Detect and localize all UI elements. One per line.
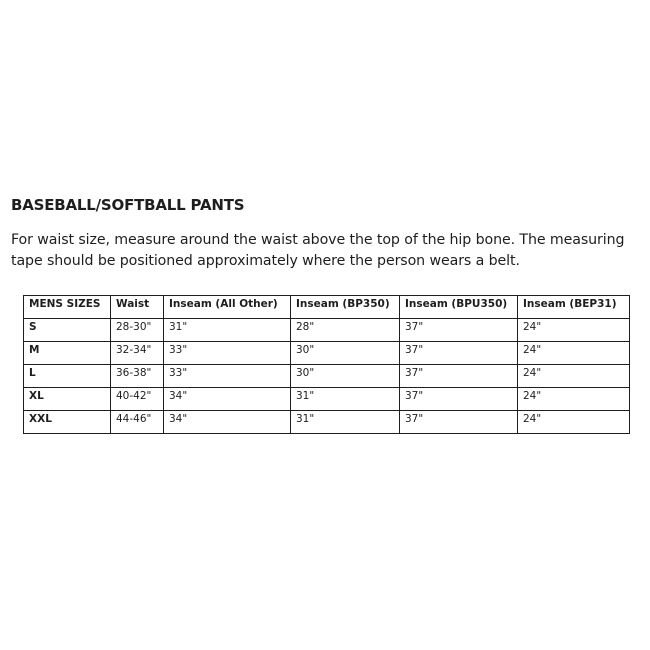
inseam-bp350-cell: 30"	[291, 365, 400, 388]
waist-cell: 44-46"	[111, 411, 164, 434]
inseam-bpu350-cell: 37"	[400, 388, 518, 411]
measurement-instructions: For waist size, measure around the waist above the top of the hip bone. The measuring tape should be positioned approximately where the person wears a belt.	[11, 232, 625, 269]
waist-cell: 32-34"	[111, 342, 164, 365]
size-cell: S	[24, 319, 111, 342]
inseam-bp350-cell: 31"	[291, 388, 400, 411]
inseam-bep31-cell: 24"	[518, 411, 630, 434]
size-cell: XL	[24, 388, 111, 411]
inseam-all-other-cell: 31"	[164, 319, 291, 342]
inseam-bp350-cell: 30"	[291, 342, 400, 365]
inseam-all-other-cell: 33"	[164, 365, 291, 388]
inseam-bpu350-cell: 37"	[400, 342, 518, 365]
inseam-all-other-cell: 33"	[164, 342, 291, 365]
page-title: BASEBALL/SOFTBALL PANTS	[11, 196, 245, 214]
table-row	[24, 319, 630, 342]
inseam-all-other-cell: 34"	[164, 411, 291, 434]
inseam-bep31-cell: 24"	[518, 365, 630, 388]
inseam-bp350-cell: 31"	[291, 411, 400, 434]
size-cell: L	[24, 365, 111, 388]
size-cell: M	[24, 342, 111, 365]
inseam-bep31-cell: 24"	[518, 388, 630, 411]
column-header-waist: Waist	[111, 296, 164, 319]
column-header-inseam-bep31: Inseam (BEP31)	[518, 296, 630, 319]
column-header-inseam-all-other: Inseam (All Other)	[164, 296, 291, 319]
table-header-row	[24, 296, 630, 319]
inseam-bpu350-cell: 37"	[400, 319, 518, 342]
column-header-inseam-bpu350: Inseam (BPU350)	[400, 296, 518, 319]
size-cell: XXL	[24, 411, 111, 434]
inseam-all-other-cell: 34"	[164, 388, 291, 411]
table-row	[24, 411, 630, 434]
inseam-bep31-cell: 24"	[518, 342, 630, 365]
inseam-bpu350-cell: 37"	[400, 411, 518, 434]
waist-cell: 28-30"	[111, 319, 164, 342]
table-row	[24, 388, 630, 411]
inseam-bpu350-cell: 37"	[400, 365, 518, 388]
column-header-mens-sizes: MENS SIZES	[24, 296, 111, 319]
inseam-bep31-cell: 24"	[518, 319, 630, 342]
waist-cell: 36-38"	[111, 365, 164, 388]
table-row	[24, 342, 630, 365]
size-chart-table	[23, 295, 630, 434]
table-row	[24, 365, 630, 388]
waist-cell: 40-42"	[111, 388, 164, 411]
inseam-bp350-cell: 28"	[291, 319, 400, 342]
column-header-inseam-bp350: Inseam (BP350)	[291, 296, 400, 319]
